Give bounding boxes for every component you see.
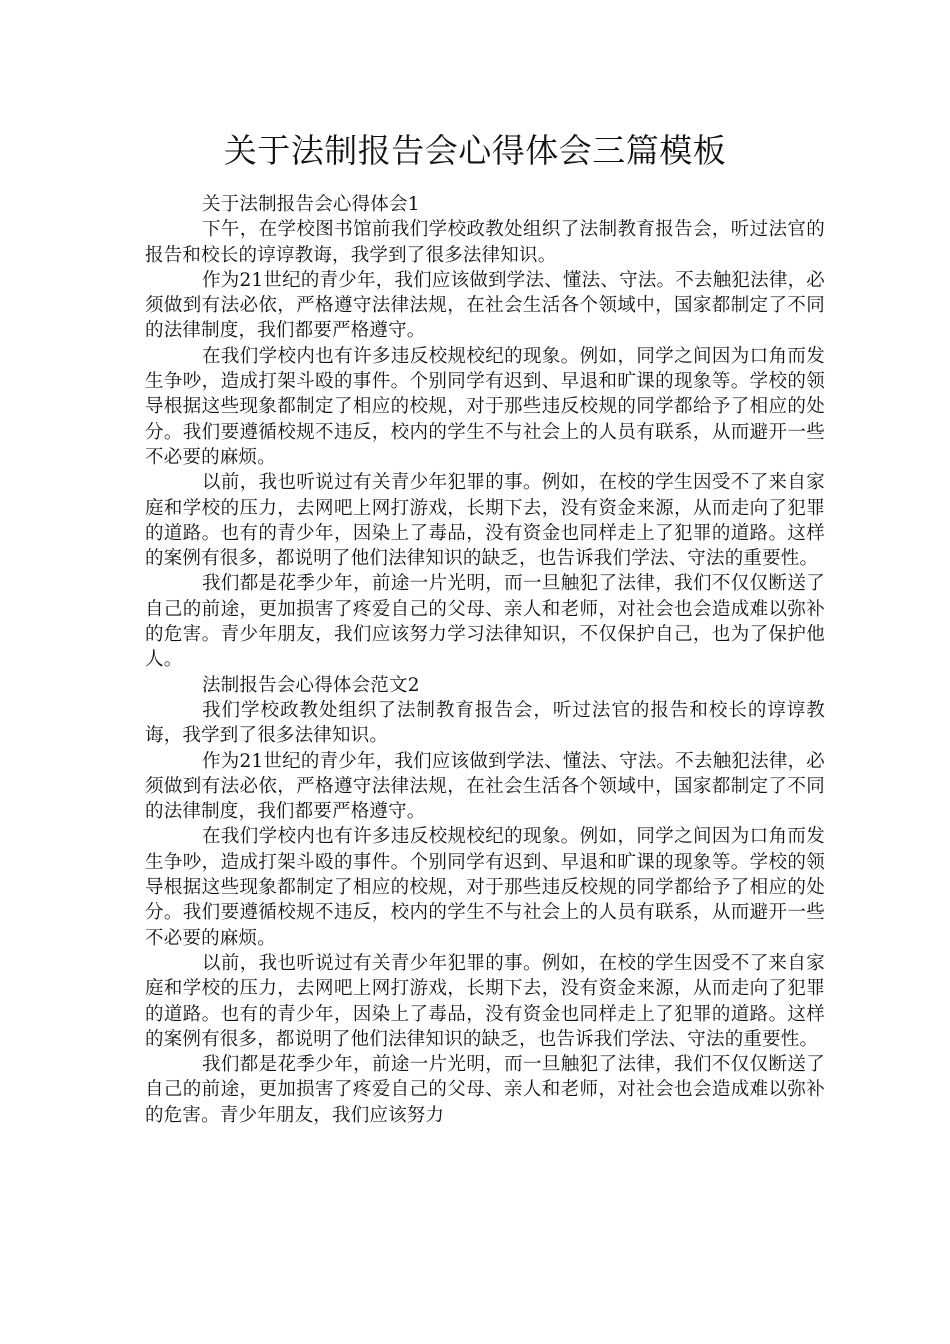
body-paragraph: 我们学校政教处组织了法制教育报告会，听过法官的报告和校长的谆谆教诲，我学到了很多法律知识。 — [145, 699, 825, 747]
section-heading-2: 法制报告会心得体会范文2 — [202, 674, 420, 696]
body-paragraph: 作为21世纪的青少年，我们应该做到学法、懂法、守法。不去触犯法律，必须做到有法必依，严格遵守法律法规，在社会生活各个领域中，国家都制定了不同的法律制度，我们都要严格遵守。 — [145, 750, 825, 823]
section-heading-1: 关于法制报告会心得体会1 — [202, 194, 420, 215]
body-paragraph: 作为21世纪的青少年，我们应该做到学法、懂法、守法。不去触犯法律，必须做到有法必依，严格遵守法律法规，在社会生活各个领域中，国家都制定了不同的法律制度，我们都要严格遵守。 — [145, 269, 825, 342]
document-title: 关于法制报告会心得体会三篇模板 — [223, 131, 727, 170]
body-paragraph: 下午，在学校图书馆前我们学校政教处组织了法制教育报告会，听过法官的报告和校长的谆谆教诲，我学到了很多法律知识。 — [145, 219, 825, 266]
body-paragraph: 我们都是花季少年，前途一片光明，而一旦触犯了法律，我们不仅仅断送了自己的前途，更加损害了疼爱自己的父母、亲人和老师，对社会也会造成难以弥补的危害。青少年朋友，我们应该努力 — [145, 1054, 825, 1126]
body-paragraph: 以前，我也听说过有关青少年犯罪的事。例如，在校的学生因受不了来自家庭和学校的压力，去网吧上网打游戏，长期下去，没有资金来源，从而走向了犯罪的道路。也有的青少年，因染上了毒品，没有资金也同样走上了犯罪的道路。这样的案例有很多，都说明了他们法律知识的缺乏，也告诉我们学法、守法的重要性。 — [145, 472, 825, 570]
body-paragraph: 在我们学校内也有许多违反校规校纪的现象。例如，同学之间因为口角而发生争吵，造成打架斗殴的事件。个别同学有迟到、早退和旷课的现象等。学校的领导根据这些现象都制定了相应的校规，对于那些违反校规的同学都给予了相应的处分。我们要遵循校规不违反，校内的学生不与社会上的人员有联系，从而避开一些不必要的麻烦。 — [145, 826, 825, 949]
body-paragraph: 我们都是花季少年，前途一片光明，而一旦触犯了法律，我们不仅仅断送了自己的前途，更加损害了疼爱自己的父母、亲人和老师，对社会也会造成难以弥补的危害。青少年朋友，我们应该努力学习法律知识，不仅保护自己，也为了保护他人。 — [145, 573, 825, 671]
body-paragraph: 在我们学校内也有许多违反校规校纪的现象。例如，同学之间因为口角而发生争吵，造成打架斗殴的事件。个别同学有迟到、早退和旷课的现象等。学校的领导根据这些现象都制定了相应的校规，对于那些违反校规的同学都给予了相应的处分。我们要遵循校规不违反，校内的学生不与社会上的人员有联系，从而避开一些不必要的麻烦。 — [145, 345, 825, 468]
body-paragraph: 以前，我也听说过有关青少年犯罪的事。例如，在校的学生因受不了来自家庭和学校的压力，去网吧上网打游戏，长期下去，没有资金来源，从而走向了犯罪的道路。也有的青少年，因染上了毒品，没有资金也同样走上了犯罪的道路。这样的案例有很多，都说明了他们法律知识的缺乏，也告诉我们学法、守法的重要性。 — [145, 952, 825, 1050]
document-body — [145, 192, 825, 1128]
